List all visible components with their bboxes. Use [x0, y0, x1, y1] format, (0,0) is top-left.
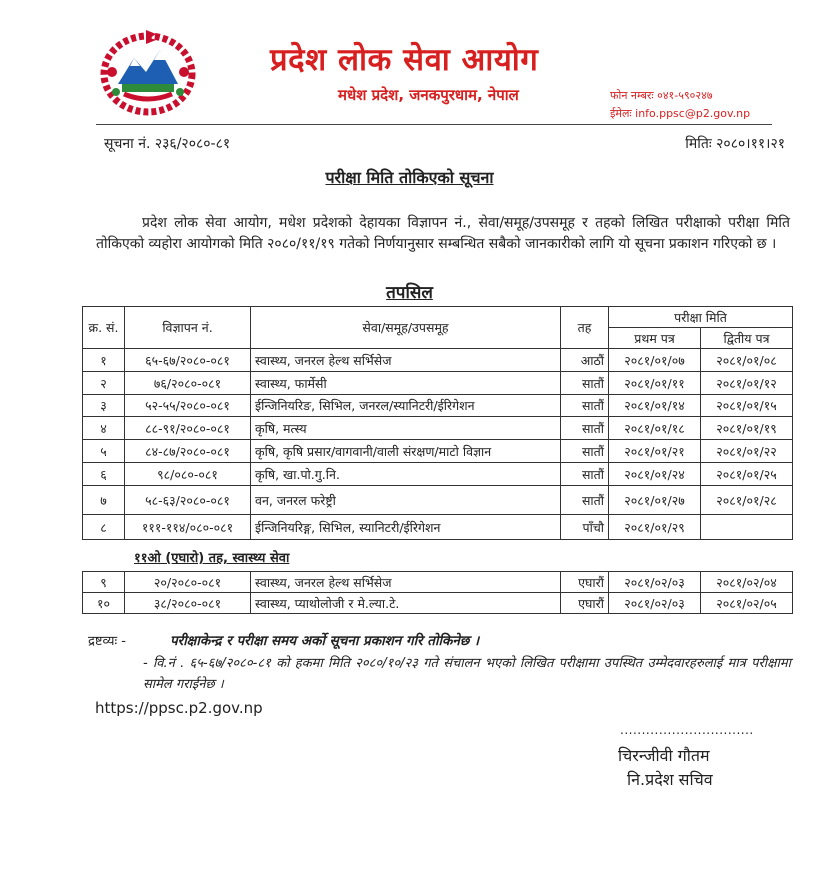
signatory-name: चिरन्जीवी गौतम — [618, 746, 710, 765]
cell-first-paper: २०८१/०१/२१ — [609, 440, 701, 463]
header-sn: क्र. सं. — [83, 307, 125, 349]
cell-first-paper: २०८१/०१/२४ — [609, 463, 701, 486]
header-divider — [96, 124, 772, 125]
cell-level: सातौं — [561, 395, 609, 417]
cell-second-paper: २०८१/०१/१९ — [701, 417, 793, 440]
cell-sn: १० — [83, 593, 125, 614]
cell-service: स्वास्थ्य, जनरल हेल्थ सर्भिसेज — [251, 349, 561, 372]
cell-sn: ३ — [83, 395, 125, 417]
cell-sn: १ — [83, 349, 125, 372]
table-row — [83, 572, 793, 593]
cell-first-paper: २०८१/०१/११ — [609, 372, 701, 395]
website-url: https://ppsc.p2.gov.np — [95, 699, 263, 717]
cell-second-paper: २०८१/०१/२५ — [701, 463, 793, 486]
cell-sn: २ — [83, 372, 125, 395]
table-row — [83, 486, 793, 515]
cell-second-paper: २०८१/०२/०५ — [701, 593, 793, 614]
cell-second-paper: २०८१/०१/१२ — [701, 372, 793, 395]
notice-number: सूचना नं. २३६/२०८०-८१ — [104, 136, 231, 152]
group-label: ११ओ (एघारो) तह, स्वास्थ्य सेवा — [134, 551, 290, 566]
cell-service: कृषि, मत्स्य — [251, 417, 561, 440]
cell-second-paper: २०८१/०१/०८ — [701, 349, 793, 372]
cell-adv: ९८/०८०-०८१ — [125, 463, 251, 486]
phone-text: फोन नम्बरः ०४१-५९०२४७ — [610, 89, 713, 102]
cell-adv: ७६/२०८०-०८१ — [125, 372, 251, 395]
cell-adv: ५२-५५/२०८०-०८१ — [125, 395, 251, 417]
org-subtitle: मधेश प्रदेश, जनकपुरधाम, नेपाल — [338, 86, 519, 104]
cell-level: आठौं — [561, 349, 609, 372]
cell-adv: ८८-९१/२०८०-०८१ — [125, 417, 251, 440]
cell-first-paper: २०८१/०१/२९ — [609, 515, 701, 540]
cell-level: सातौं — [561, 486, 609, 515]
email-text: ईमेलः info.ppsc@p2.gov.np — [610, 107, 751, 120]
cell-first-paper: २०८१/०१/१८ — [609, 417, 701, 440]
tapasil-heading — [0, 280, 819, 303]
header-level: तह — [561, 307, 609, 349]
cell-first-paper: २०८१/०१/०७ — [609, 349, 701, 372]
header-second-paper: द्वितीय पत्र — [701, 328, 793, 349]
cell-level: सातौं — [561, 463, 609, 486]
cell-sn: ६ — [83, 463, 125, 486]
contact-block — [610, 87, 750, 123]
cell-second-paper — [701, 515, 793, 540]
table-row — [83, 440, 793, 463]
header-service: सेवा/समूह/उपसमूह — [251, 307, 561, 349]
table-row — [83, 593, 793, 614]
cell-service: कृषि, खा.पो.गु.नि. — [251, 463, 561, 486]
table-row — [83, 349, 793, 372]
nepal-emblem-icon — [94, 28, 202, 118]
notice-date: मितिः २०८०।११।२१ — [685, 136, 785, 152]
cell-first-paper: २०८१/०१/२७ — [609, 486, 701, 515]
cell-sn: ४ — [83, 417, 125, 440]
cell-adv: ६५-६७/२०८०-०८१ — [125, 349, 251, 372]
cell-service: स्वास्थ्य, फार्मेसी — [251, 372, 561, 395]
cell-first-paper: २०८१/०१/१४ — [609, 395, 701, 417]
cell-second-paper: २०८१/०१/१५ — [701, 395, 793, 417]
cell-level: पाँचौ — [561, 515, 609, 540]
cell-level: सातौं — [561, 372, 609, 395]
cell-level: एघारौं — [561, 593, 609, 614]
cell-level: एघारौं — [561, 572, 609, 593]
table-row — [83, 372, 793, 395]
cell-sn: ८ — [83, 515, 125, 540]
notice-body: प्रदेश लोक सेवा आयोग, मधेश प्रदेशको देहायका विज्ञापन नं., सेवा/समूह/उपसमूह र तहको लिखित परीक्षाको परीक्षा मिति तोकिएको व्यहोरा आयोगको मिति २०८०/११/१९ गतेको निर्णयानुसार सम्बन्धित सबैको जानकारीको लागि यो सूचना प्रकाशन गरिएको छ । — [96, 215, 790, 252]
cell-adv: ५८-६३/२०८०-०८१ — [125, 486, 251, 515]
cell-sn: ७ — [83, 486, 125, 515]
cell-level: सातौं — [561, 440, 609, 463]
table-row — [83, 417, 793, 440]
cell-adv: ८४-८७/२०८०-०८१ — [125, 440, 251, 463]
cell-adv: ३८/२०८०-०८१ — [125, 593, 251, 614]
exam-schedule-table-level11 — [82, 571, 793, 614]
cell-service: वन, जनरल फरेष्ट्री — [251, 486, 561, 515]
header-first-paper: प्रथम पत्र — [609, 328, 701, 349]
note-1: परीक्षाकेन्द्र र परीक्षा समय अर्को सूचना प्रकाशन गरि तोकिनेछ । — [170, 633, 480, 649]
cell-second-paper: २०८१/०१/२८ — [701, 486, 793, 515]
cell-service: ईन्जिनियरिङ्ग, सिभिल, स्यानिटरी/ईरिगेशन — [251, 515, 561, 540]
cell-service: कृषि, कृषि प्रसार/वागवानी/वाली संरक्षण/माटो विज्ञान — [251, 440, 561, 463]
cell-service: स्वास्थ्य, जनरल हेल्थ सर्भिसेज — [251, 572, 561, 593]
signatory-title: नि.प्रदेश सचिव — [627, 770, 713, 789]
cell-service: ईन्जिनियरिङ, सिभिल, जनरल/स्यानिटरी/ईरिगेशन — [251, 395, 561, 417]
org-title: प्रदेश लोक सेवा आयोग — [270, 42, 539, 78]
cell-adv: १११-११४/०८०-०८१ — [125, 515, 251, 540]
table-row — [83, 395, 793, 417]
header-adv: विज्ञापन नं. — [125, 307, 251, 349]
cell-first-paper: २०८१/०२/०३ — [609, 593, 701, 614]
cell-sn: ५ — [83, 440, 125, 463]
table-row — [83, 463, 793, 486]
cell-level: सातौं — [561, 417, 609, 440]
table-row — [83, 515, 793, 540]
cell-service: स्वास्थ्य, प्याथोलोजी र मे.ल्या.टे. — [251, 593, 561, 614]
notice-heading-text: परीक्षा मिति तोकिएको सूचना — [325, 168, 494, 187]
cell-first-paper: २०८१/०२/०३ — [609, 572, 701, 593]
tapasil-text: तपसिल — [386, 283, 433, 303]
cell-second-paper: २०८१/०२/०४ — [701, 572, 793, 593]
cell-second-paper: २०८१/०१/२२ — [701, 440, 793, 463]
signature-line: ............................... — [620, 723, 754, 737]
note-2: - वि.नं . ६५-६७/२०८०-८१ को हकमा मिति २०८०/१०/२३ गते संचालन भएको लिखित परीक्षामा उपस्थित उम्मेदवारहरुलाई मात्र परीक्षामा सामेल गराईनेछ । — [143, 656, 791, 692]
exam-schedule-table — [82, 306, 793, 540]
header-exam-date: परीक्षा मिति — [609, 307, 793, 328]
note-lead: द्रष्टव्यः - — [88, 634, 126, 649]
cell-adv: २०/२०८०-०८१ — [125, 572, 251, 593]
notice-heading — [0, 166, 819, 188]
cell-sn: ९ — [83, 572, 125, 593]
